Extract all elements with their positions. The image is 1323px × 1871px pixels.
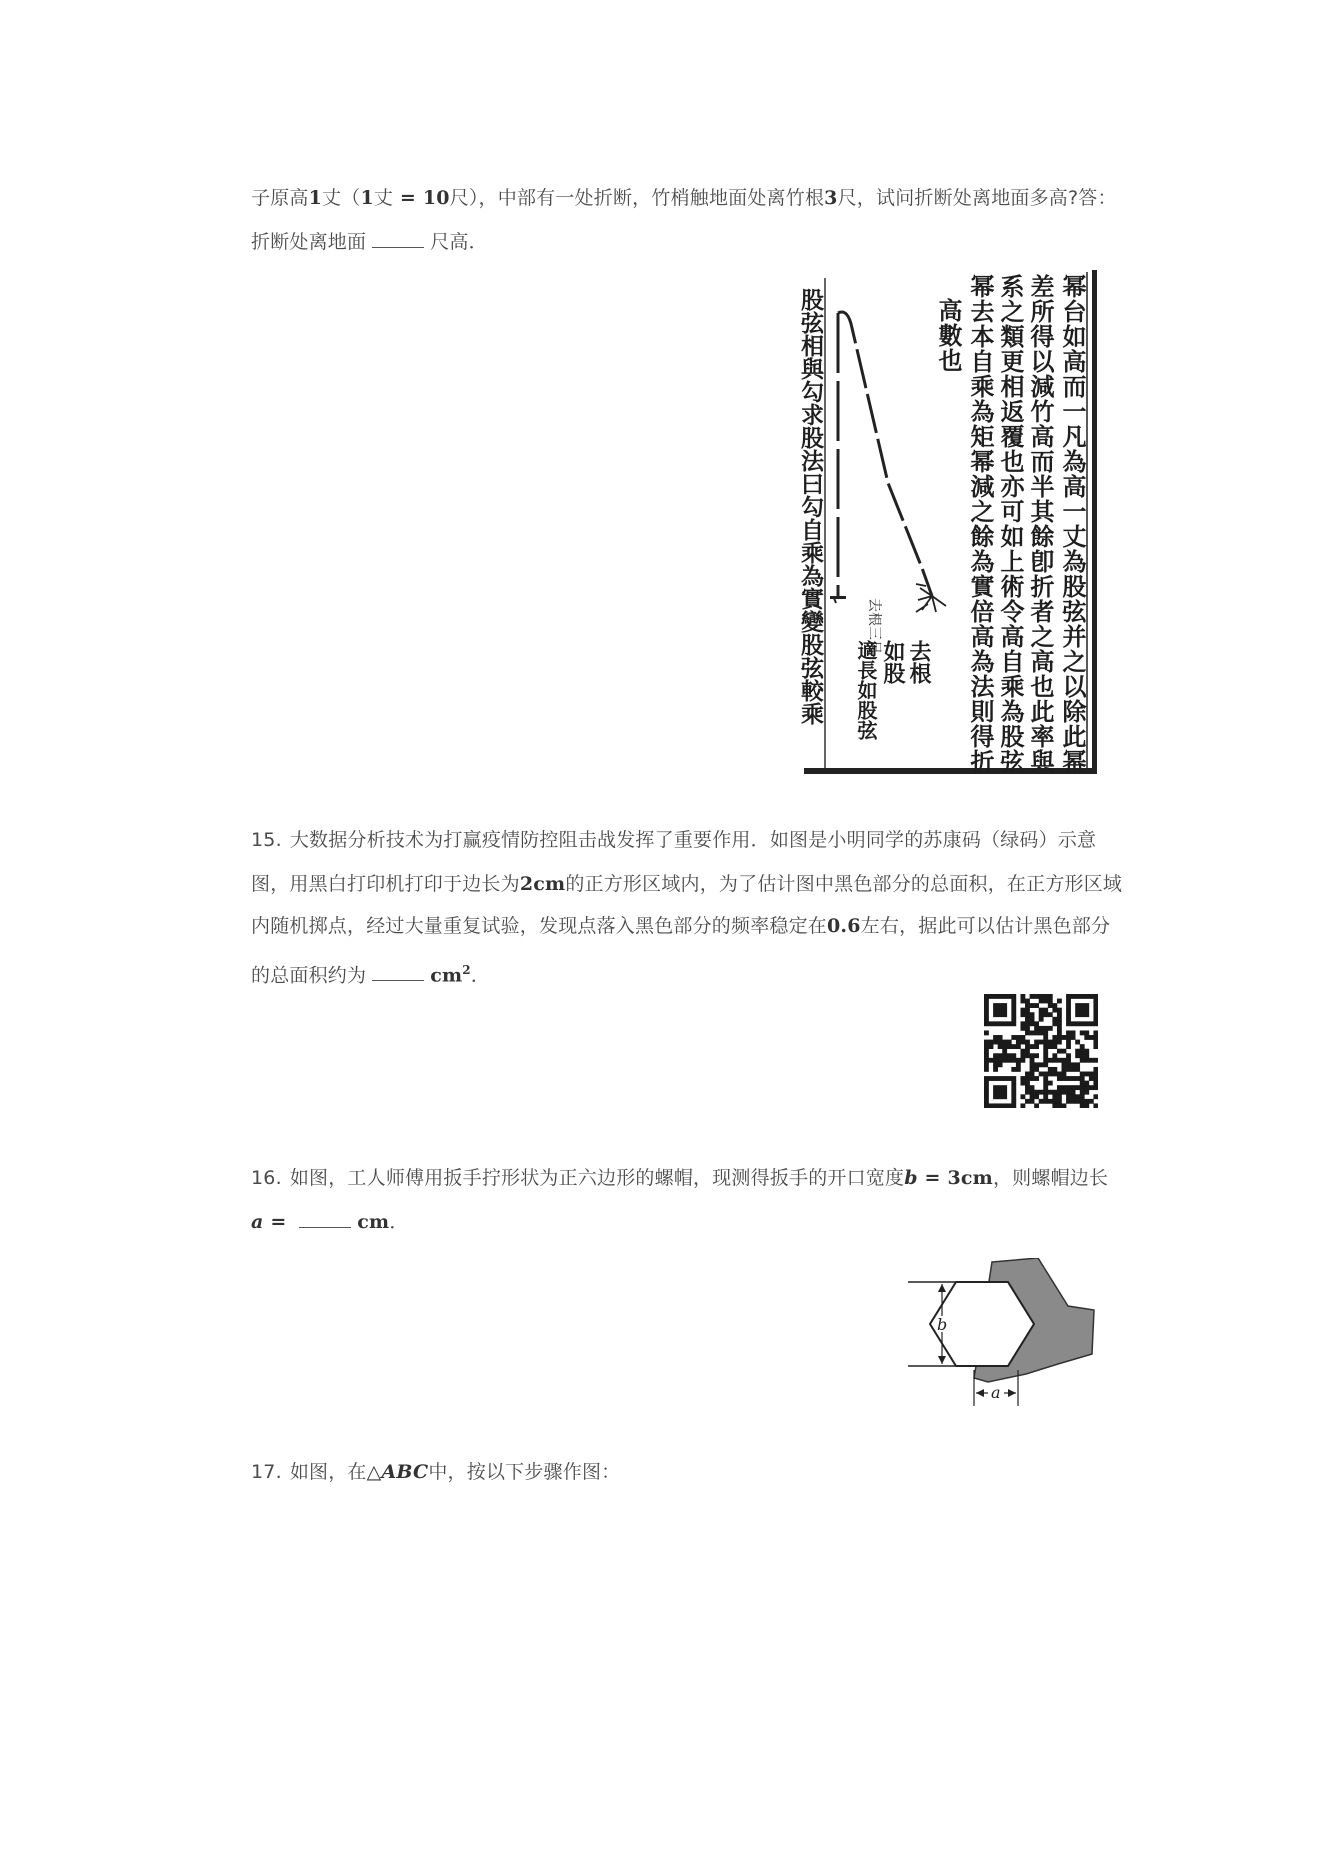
math-value: 1 (308, 187, 323, 209)
math-value: 3 (824, 187, 838, 209)
unit: cm (430, 964, 463, 987)
math-value: 10 (422, 187, 450, 209)
math-eq: = (263, 1211, 294, 1233)
text: ，则螺帽边长 (992, 1167, 1109, 1189)
wrench-hexagon-figure (908, 1258, 1098, 1408)
text: 内随机掷点，经过大量重复试验，发现点落入黑色部分的频率稳定在 (251, 915, 828, 937)
answer-blank[interactable] (372, 966, 424, 981)
question-number: 17. (251, 1461, 282, 1483)
text: 的正方形区域内，为了估计图中黑色部分的总面积，在正方形区域 (565, 873, 1123, 895)
text: ． (389, 1211, 409, 1233)
text: 如图，在 (289, 1461, 367, 1483)
ancient-text-col-6: 去根 (906, 640, 932, 684)
q15-line-2 (251, 872, 1122, 896)
text: 尺高． (430, 231, 488, 253)
ancient-text-col-3: 系之類更相返覆也亦可如上術令高自乘為股弦 (996, 274, 1025, 774)
wrench-diagram (908, 1258, 1098, 1408)
ancient-text-col-4: 幂去本自乘為矩幂減之餘為實倍高為法則得折 (966, 274, 995, 774)
text: 图，用黑白打印机打印于边长为 (251, 873, 520, 895)
ancient-text-col-1: 幂台如高而一凡為高一丈為股弦并之以除此幂 (1058, 274, 1087, 774)
text: 丈 (373, 187, 394, 209)
text: 子原高 (251, 187, 309, 209)
triangle-symbol: △ (366, 1461, 382, 1483)
question-number: 15. (251, 829, 282, 851)
answer-blank[interactable] (372, 233, 424, 248)
q15-line-3 (251, 914, 1110, 938)
math-var: ABC (381, 1461, 429, 1483)
text: 的总面积约为 (251, 964, 367, 987)
text: 如图，工人师傅用扳手拧形状为正六边形的螺帽，现测得扳手的开口宽度 (289, 1167, 905, 1189)
q16-line-1 (251, 1166, 1108, 1190)
q16-line-2 (251, 1210, 409, 1234)
text: 丈（ (322, 187, 361, 209)
q17-line-1 (251, 1460, 620, 1484)
ancient-text-figure (797, 268, 1100, 776)
label-b: b (937, 1315, 948, 1334)
math-value: 0.6 (827, 915, 861, 937)
math-var: b (904, 1167, 918, 1189)
ancient-text-col-9: 股弦相與勾求股法曰勾自乘為實變股弦較乘 (797, 288, 824, 725)
text: ． (470, 964, 491, 987)
qr-code-figure (984, 994, 1098, 1108)
text: 尺，试问折断处离地面多高?答： (837, 187, 1117, 209)
svg-text:去根三尺: 去根三尺 (866, 598, 882, 654)
math-value: 1 (360, 187, 374, 209)
q15-line-1 (251, 828, 1096, 852)
text: 中，按以下步骤作图： (428, 1461, 621, 1483)
text: 大数据分析技术为打赢疫情防控阻击战发挥了重要作用．如图是小明同学的苏康码（绿码）示意 (289, 829, 1097, 851)
math-value: 3cm (947, 1167, 993, 1189)
exponent: 2 (462, 963, 471, 977)
unit: cm (357, 1211, 390, 1233)
text: 折断处离地面 (251, 231, 367, 253)
math-var: a (251, 1211, 264, 1233)
answer-blank[interactable] (299, 1213, 351, 1228)
label-a: a (991, 1383, 1001, 1402)
text: 左右，据此可以估计黑色部分 (860, 915, 1111, 937)
q15-line-4 (251, 958, 490, 987)
math-value: 2cm (519, 873, 566, 895)
ancient-text-col-8: 適長如股弦 (854, 640, 878, 740)
ancient-text-col-5: 高數也 (934, 298, 963, 373)
qr-code-image (984, 994, 1098, 1108)
q14-line-1 (251, 186, 1117, 210)
question-number: 16. (251, 1167, 282, 1189)
ancient-text-col-2: 差所得以減竹高而半其餘卽折者之高也此率與 (1026, 274, 1055, 774)
text: 尺），中部有一处折断，竹梢触地面处离竹根 (449, 187, 825, 209)
math-eq: = (917, 1167, 948, 1189)
q14-line-2 (251, 230, 488, 254)
ancient-text-col-7: 如股 (880, 640, 906, 684)
math-eq: = (393, 187, 423, 209)
